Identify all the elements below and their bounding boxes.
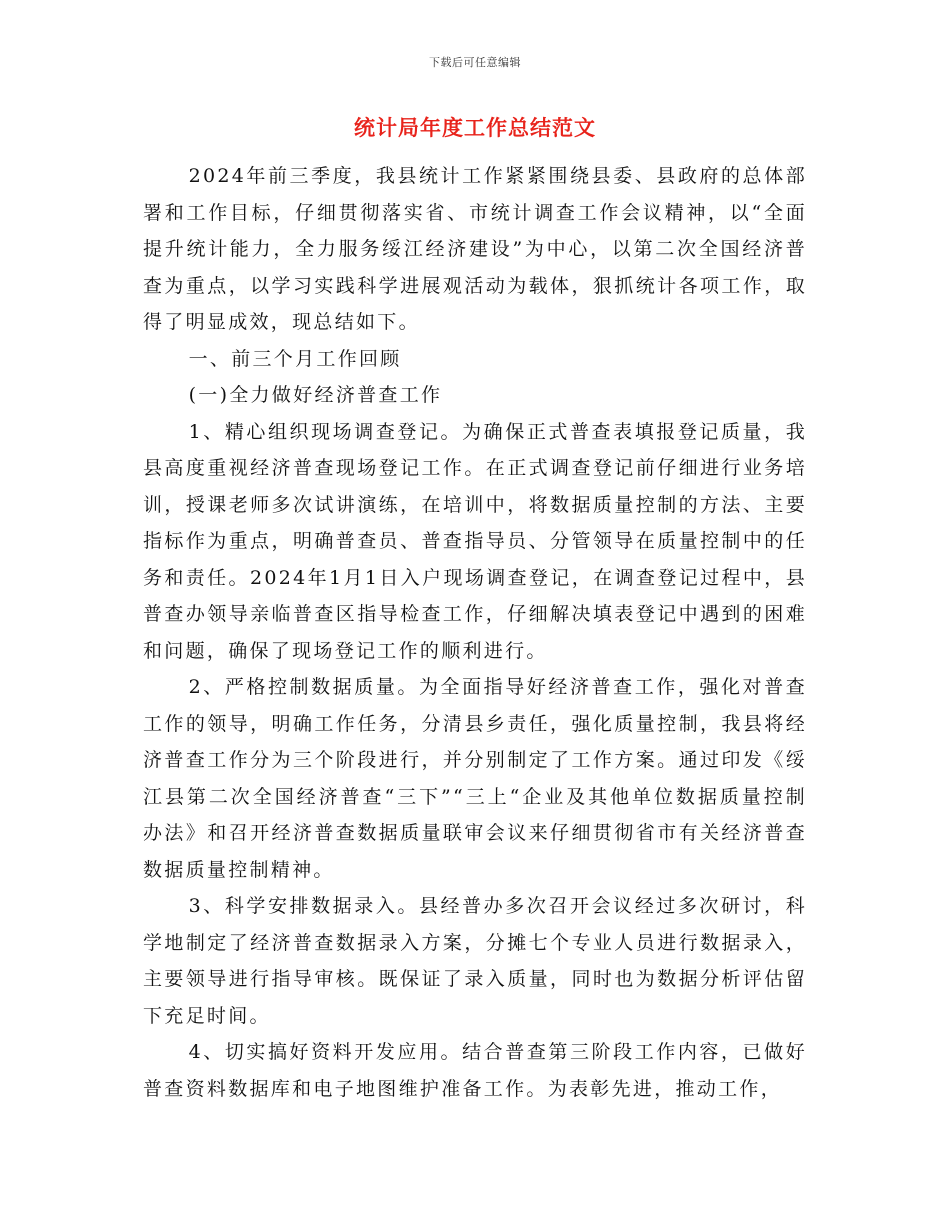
intro-paragraph: 2024年前三季度，我县统计工作紧紧围绕县委、县政府的总体部署和工作目标，仔细贯彻落实省、市统计调查工作会议精神，以“全面提升统计能力，全力服务绥江经济建设”为中心，以第二次全国经济普查为重点，以学习实践科学进展观活动为载体，狠抓统计各项工作，取得了明显成效，现总结如下。 <box>143 165 807 333</box>
document-title: 统计局年度工作总结范文 <box>354 116 596 140</box>
body-paragraph: 2、严格控制数据质量。为全面指导好经济普查工作，强化对普查工作的领导，明确工作任务，分清县乡责任，强化质量控制，我县将经济普查工作分为三个阶段进行，并分别制定了工作方案。通过印发《绥江县第二次全国经济普查“三下”“三上“企业及其他单位数据质量控制办法》和召开经济普查数据质量联审会议来仔细贯彻省市有关经济普查数据质量控制精神。 <box>143 676 807 881</box>
body-paragraph: 1、精心组织现场调查登记。为确保正式普查表填报登记质量，我县高度重视经济普查现场登记工作。在正式调查登记前仔细进行业务培训，授课老师多次试讲演练，在培训中，将数据质量控制的方法、主要指标作为重点，明确普查员、普查指导员、分管领导在质量控制中的任务和责任。2024年1月1日入户现场调查登记，在调查登记过程中，县普查办领导亲临普查区指导检查工作，仔细解决填表登记中遇到的困难和问题，确保了现场登记工作的顺利进行。 <box>143 420 807 662</box>
body-paragraph: 4、切实搞好资料开发应用。结合普查第三阶段工作内容，已做好普查资料数据库和电子地图维护准备工作。为表彰先进，推动工作， <box>143 1041 807 1100</box>
subsection-heading: (一)全力做好经济普查工作 <box>188 384 443 406</box>
document-body <box>143 158 807 1107</box>
section-heading: 一、前三个月工作回顾 <box>188 347 402 370</box>
body-paragraph: 3、科学安排数据录入。县经普办多次召开会议经过多次研讨，科学地制定了经济普查数据录入方案，分摊七个专业人员进行数据录入，主要领导进行指导审核。既保证了录入质量，同时也为数据分析评估留下充足时间。 <box>143 895 807 1027</box>
header-note: 下载后可任意编辑 <box>429 56 521 69</box>
